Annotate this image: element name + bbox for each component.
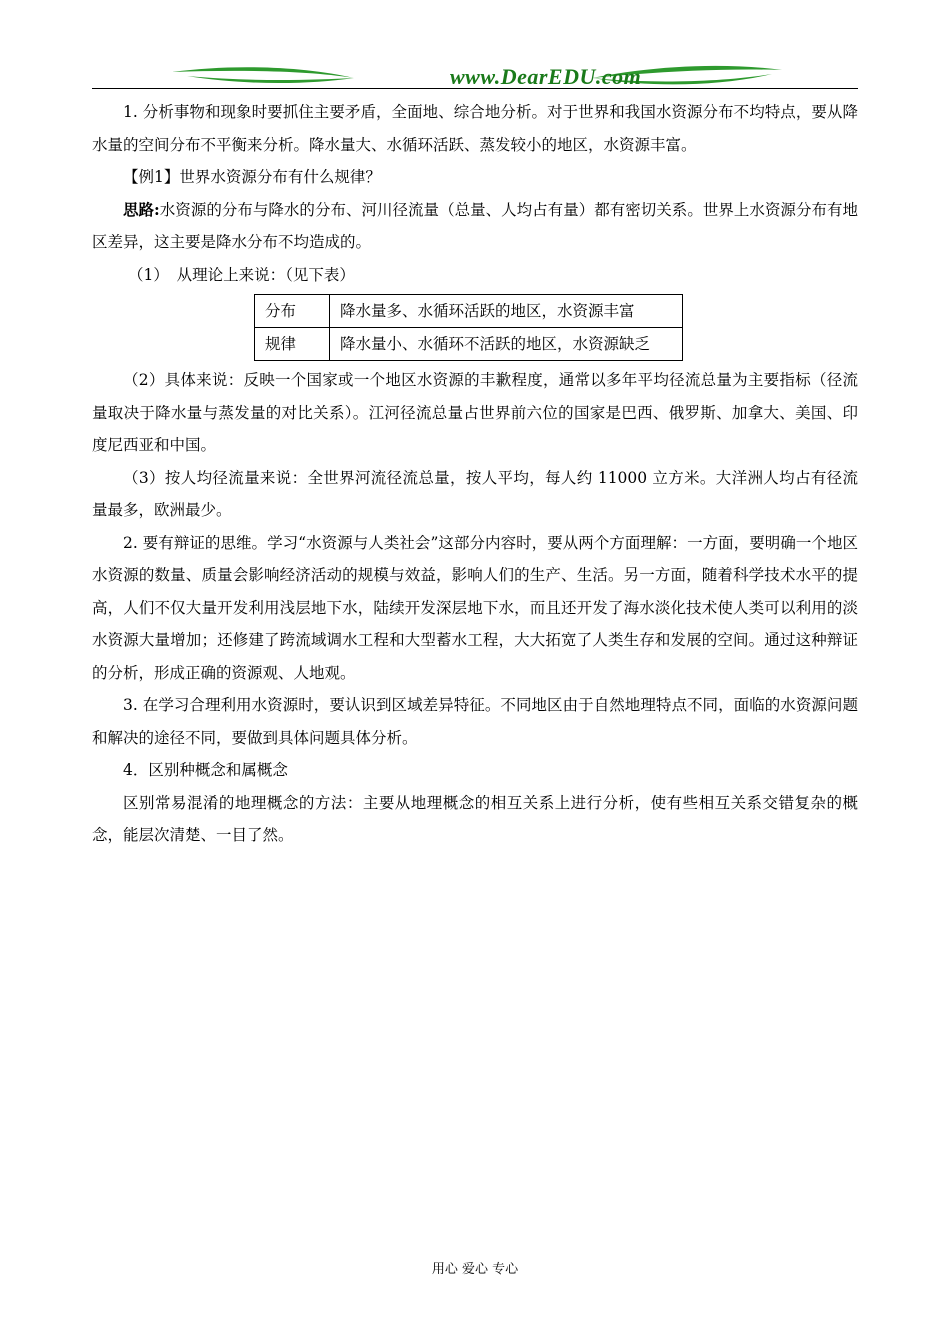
table-cell-key: 分布 — [255, 295, 330, 328]
table-cell-key: 规律 — [255, 328, 330, 361]
paragraph-3: 3. 在学习合理利用水资源时，要认识到区域差异特征。不同地区由于自然地理特点不同，面临的水资源问题和解决的途径不同，要做到具体问题具体分析。 — [92, 696, 858, 747]
site-logo-text: www.DearEDU.com — [450, 64, 642, 89]
thinking-text: 水资源的分布与降水的分布、河川径流量（总量、人均占有量）都有密切关系。世界上水资源分布有地区差异，这主要是降水分布不均造成的。 — [92, 200, 858, 251]
document-body — [92, 96, 858, 852]
table-row — [255, 295, 683, 328]
distribution-rules-table — [254, 294, 683, 361]
point-1: （1） 从理论上来说：（见下表） — [128, 265, 355, 284]
point-2: （2）具体来说：反映一个国家或一个地区水资源的丰歉程度，通常以多年平均径流总量为主要指标（径流量取决于降水量与蒸发量的对比关系）。江河径流总量占世界前六位的国家是巴西、俄罗斯、加拿大、美国、印度尼西亚和中国。 — [92, 371, 858, 454]
paragraph-4-text: 区别常易混淆的地理概念的方法：主要从地理概念的相互关系上进行分析，使有些相互关系交错复杂的概念，能层次清楚、一目了然。 — [92, 793, 858, 844]
paragraph-4-heading: 4．区别种概念和属概念 — [123, 761, 288, 779]
example-1-heading: 【例1】世界水资源分布有什么规律？ — [123, 168, 381, 186]
point-3: （3）按人均径流量来说：全世界河流径流总量，按人平均，每人约 11000 立方米。大洋洲人均占有径流量最多，欧洲最少。 — [92, 468, 858, 519]
thinking-label: 思路: — [123, 199, 160, 219]
page-footer: 用心 爱心 专心 — [431, 1262, 519, 1277]
header-divider — [92, 88, 858, 89]
paragraph-2: 2. 要有辩证的思维。学习“水资源与人类社会”这部分内容时，要从两个方面理解：一方面，要明确一个地区水资源的数量、质量会影响经济活动的规模与效益，影响人们的生产、生活。另一方面，随着科学技术水平的提高，人们不仅大量开发利用浅层地下水，陆续开发深层地下水，而且还开发了海水淡化技术使人类可以利用的淡水资源大量增加；还修建了跨流域调水工程和大型蓄水工程，大大拓宽了人类生存和发展的空间。通过这种辩证的分析，形成正确的资源观、人地观。 — [92, 533, 858, 682]
page-header — [92, 58, 858, 92]
table-cell-value: 降水量多、水循环活跃的地区，水资源丰富 — [330, 295, 683, 328]
paragraph-1: 1. 分析事物和现象时要抓住主要矛盾，全面地、综合地分析。对于世界和我国水资源分布不均特点，要从降水量的空间分布不平衡来分析。降水量大、水循环活跃、蒸发较小的地区，水资源丰富。 — [92, 103, 858, 154]
table-row — [255, 328, 683, 361]
thinking-paragraph — [92, 194, 858, 259]
table-cell-value: 降水量小、水循环不活跃的地区，水资源缺乏 — [330, 328, 683, 361]
